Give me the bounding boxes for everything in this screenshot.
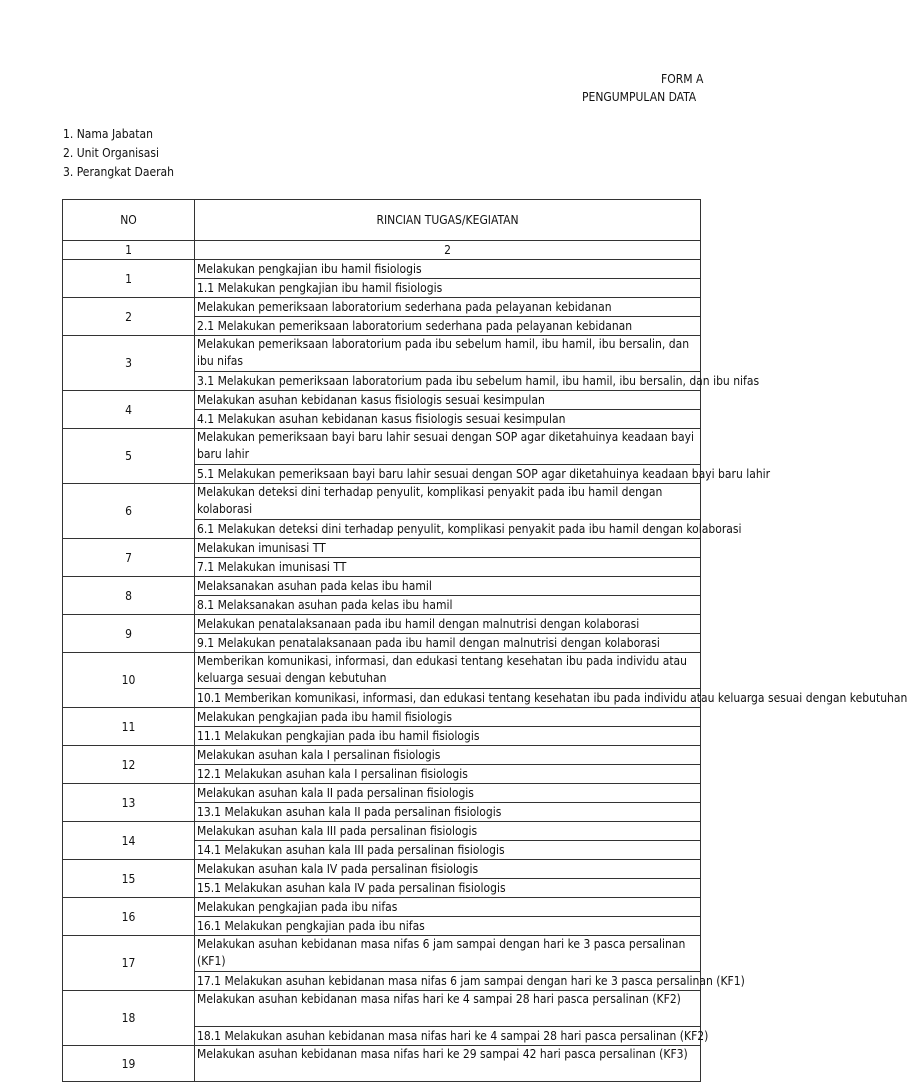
col-header-rincian: RINCIAN TUGAS/KEGIATAN [195, 200, 701, 241]
form-title: FORM A [661, 72, 704, 86]
subtask-description: 6.1 Melakukan deteksi dini terhadap penyulit, komplikasi penyakit pada ibu hamil dengan kolaborasi [195, 520, 701, 539]
task-description: Melakukan penatalaksanaan pada ibu hamil dengan malnutrisi dengan kolaborasi [195, 615, 701, 634]
subtask-description: 7.1 Melakukan imunisasi TT [195, 558, 701, 577]
subtask-description: 11.1 Melakukan pengkajian pada ibu hamil fisiologis [195, 727, 701, 746]
task-description: Melakukan asuhan kala II pada persalinan fisiologis [195, 784, 701, 803]
field-nama-jabatan: 1. Nama Jabatan [63, 127, 153, 141]
field-unit-organisasi: 2. Unit Organisasi [63, 146, 160, 160]
table-row [63, 336, 701, 372]
task-description: Melakukan asuhan kebidanan masa nifas hari ke 29 sampai 42 hari pasca persalinan (KF3) [195, 1046, 701, 1082]
table-row [63, 298, 701, 317]
row-number: 15 [63, 860, 195, 898]
table-row [63, 653, 701, 689]
table-row [63, 991, 701, 1027]
row-number: 6 [63, 484, 195, 539]
col-header-no: NO [63, 200, 195, 241]
table-row [63, 577, 701, 596]
subtask-description: 9.1 Melakukan penatalaksanaan pada ibu hamil dengan malnutrisi dengan kolaborasi [195, 634, 701, 653]
subtask-description: 15.1 Melakukan asuhan kala IV pada persalinan fisiologis [195, 879, 701, 898]
row-number: 7 [63, 539, 195, 577]
table-row [63, 429, 701, 465]
task-table [62, 199, 907, 1082]
form-subtitle: PENGUMPULAN DATA [582, 90, 697, 104]
row-number: 4 [63, 391, 195, 429]
row-number: 14 [63, 822, 195, 860]
row-number: 13 [63, 784, 195, 822]
task-description: Melakukan pemeriksaan laboratorium pada ibu sebelum hamil, ibu hamil, ibu bersalin, dan ibu nifas [195, 336, 701, 372]
row-number: 9 [63, 615, 195, 653]
task-description: Melakukan pengkajian pada ibu hamil fisiologis [195, 708, 701, 727]
table-row [63, 484, 701, 520]
table-row [63, 860, 701, 879]
row-number: 11 [63, 708, 195, 746]
row-number: 3 [63, 336, 195, 391]
task-description: Melaksanakan asuhan pada kelas ibu hamil [195, 577, 701, 596]
table-row [63, 1046, 701, 1082]
subtask-description: 4.1 Melakukan asuhan kebidanan kasus fisiologis sesuai kesimpulan [195, 410, 701, 429]
row-number: 17 [63, 936, 195, 991]
subtask-description: 18.1 Melakukan asuhan kebidanan masa nifas hari ke 4 sampai 28 hari pasca persalinan (KF2) [195, 1027, 701, 1046]
table-row [63, 708, 701, 727]
subtask-description: 12.1 Melakukan asuhan kala I persalinan fisiologis [195, 765, 701, 784]
task-description: Melakukan pengkajian pada ibu nifas [195, 898, 701, 917]
table-row [63, 260, 701, 279]
table-row [63, 746, 701, 765]
task-description: Melakukan pengkajian ibu hamil fisiologis [195, 260, 701, 279]
subtask-description: 17.1 Melakukan asuhan kebidanan masa nifas 6 jam sampai dengan hari ke 3 pasca persalinan (KF1) [195, 972, 701, 991]
row-number: 12 [63, 746, 195, 784]
task-description: Melakukan asuhan kala I persalinan fisiologis [195, 746, 701, 765]
subtask-description: 5.1 Melakukan pemeriksaan bayi baru lahir sesuai dengan SOP agar diketahuinya keadaan bayi baru lahir [195, 465, 701, 484]
task-description: Melakukan asuhan kebidanan kasus fisiologis sesuai kesimpulan [195, 391, 701, 410]
row-number: 19 [63, 1046, 195, 1082]
subtask-description: 8.1 Melaksanakan asuhan pada kelas ibu hamil [195, 596, 701, 615]
table-row [63, 615, 701, 634]
task-description: Memberikan komunikasi, informasi, dan edukasi tentang kesehatan ibu pada individu atau keluarga sesuai dengan kebutuhan [195, 653, 701, 689]
row-number: 8 [63, 577, 195, 615]
row-number: 18 [63, 991, 195, 1046]
task-description: Melakukan asuhan kebidanan masa nifas hari ke 4 sampai 28 hari pasca persalinan (KF2) [195, 991, 701, 1027]
row-number: 16 [63, 898, 195, 936]
table-row [63, 784, 701, 803]
col-index-rincian: 2 [195, 241, 701, 260]
table-row [63, 898, 701, 917]
subtask-description: 16.1 Melakukan pengkajian pada ibu nifas [195, 917, 701, 936]
row-number: 5 [63, 429, 195, 484]
task-description: Melakukan deteksi dini terhadap penyulit, komplikasi penyakit pada ibu hamil dengan kolaborasi [195, 484, 701, 520]
task-description: Melakukan pemeriksaan bayi baru lahir sesuai dengan SOP agar diketahuinya keadaan bayi baru lahir [195, 429, 701, 465]
task-description: Melakukan imunisasi TT [195, 539, 701, 558]
subtask-description: 13.1 Melakukan asuhan kala II pada persalinan fisiologis [195, 803, 701, 822]
row-number: 2 [63, 298, 195, 336]
field-perangkat-daerah: 3. Perangkat Daerah [63, 165, 174, 179]
task-description: Melakukan asuhan kebidanan masa nifas 6 jam sampai dengan hari ke 3 pasca persalinan (KF1) [195, 936, 701, 972]
task-description: Melakukan asuhan kala III pada persalinan fisiologis [195, 822, 701, 841]
table-row [63, 391, 701, 410]
row-number: 10 [63, 653, 195, 708]
subtask-description: 2.1 Melakukan pemeriksaan laboratorium sederhana pada pelayanan kebidanan [195, 317, 701, 336]
task-description: Melakukan pemeriksaan laboratorium sederhana pada pelayanan kebidanan [195, 298, 701, 317]
table-row [63, 539, 701, 558]
subtask-description: 1.1 Melakukan pengkajian ibu hamil fisiologis [195, 279, 701, 298]
task-description: Melakukan asuhan kala IV pada persalinan fisiologis [195, 860, 701, 879]
table-row [63, 822, 701, 841]
col-index-no: 1 [63, 241, 195, 260]
row-number: 1 [63, 260, 195, 298]
subtask-description: 14.1 Melakukan asuhan kala III pada persalinan fisiologis [195, 841, 701, 860]
table-row [63, 936, 701, 972]
subtask-description: 3.1 Melakukan pemeriksaan laboratorium pada ibu sebelum hamil, ibu hamil, ibu bersalin, dan ibu nifas [195, 372, 701, 391]
subtask-description: 10.1 Memberikan komunikasi, informasi, dan edukasi tentang kesehatan ibu pada individu atau keluarga sesuai dengan kebutuhan [195, 689, 701, 708]
